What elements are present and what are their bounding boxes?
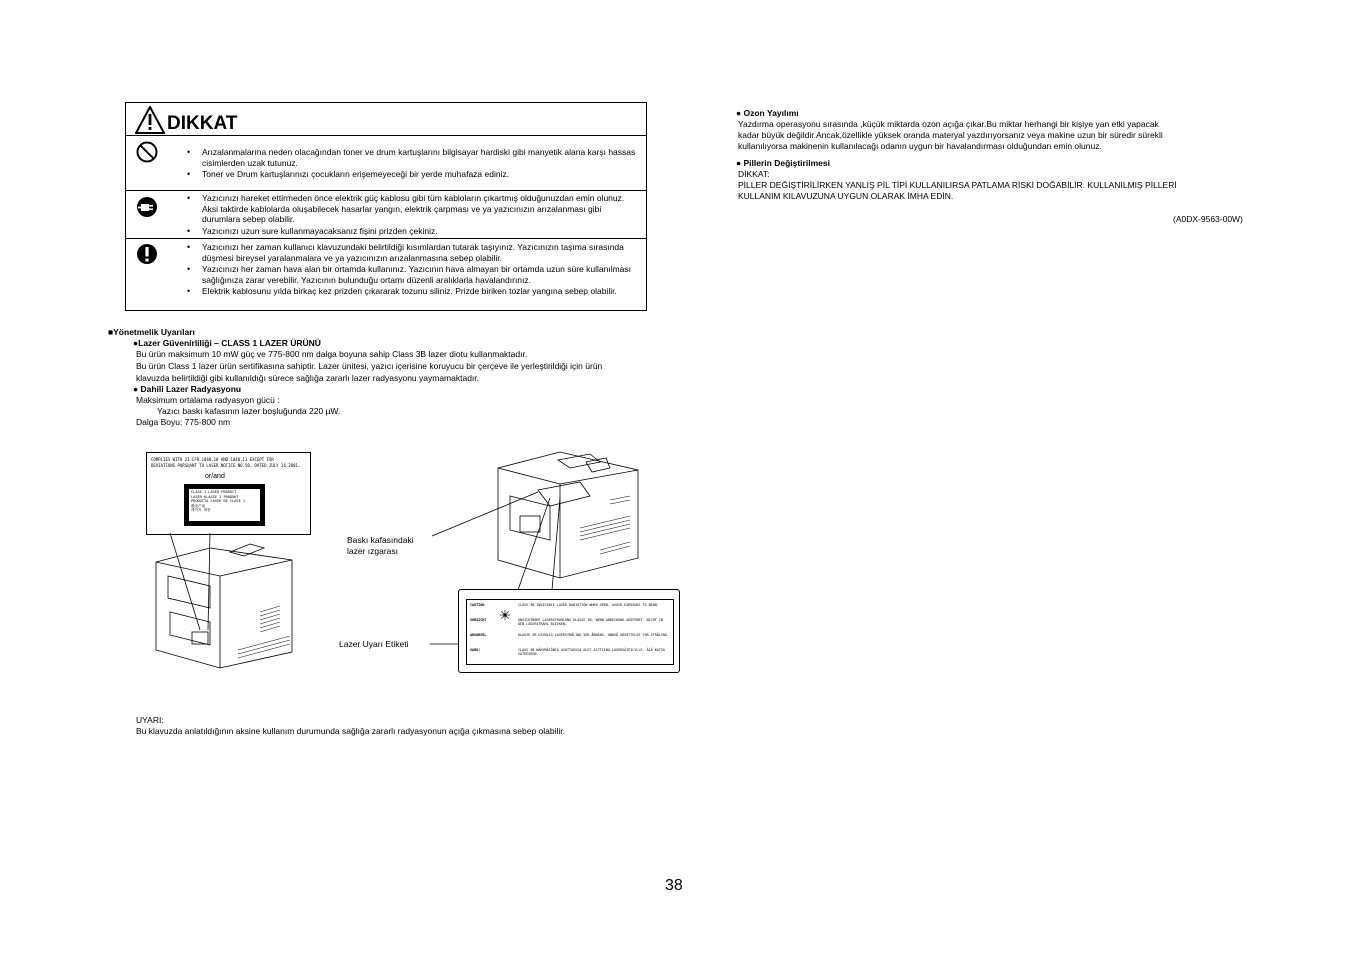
dikkat-row-2 xyxy=(126,191,646,239)
dikkat-row-1-list xyxy=(187,147,640,181)
warning-row xyxy=(470,648,670,662)
printer-rear-view-left xyxy=(156,544,292,668)
pil-line-2: PİLLER DEĞİŞTİRİLİRKEN YANLIŞ PİL TİPİ KULLANILIRSA PATLAMA RİSKİ DOĞABİLİR. KULLANILMIŞ PİLLERİ xyxy=(738,180,1177,190)
warning-row-text: CLASS 3B INVISIBLE LASER RADIATION WHEN OPEN. AVOID EXPOSURE TO BEAM. xyxy=(518,603,659,607)
laser-starburst-icon xyxy=(500,610,510,620)
uyari-title: UYARI: xyxy=(136,715,164,725)
laser-safety-heading: ●Lazer Güvenirliliği – CLASS 1 LAZER ÜRÜNÜ xyxy=(133,338,321,348)
dikkat-warning-box xyxy=(125,102,647,311)
laser-paragraph-1: Bu ürün maksimum 10 mW güç ve 775-800 nm dalga boyuna sahip Class 3B lazer diotu kullanmaktadır. xyxy=(136,349,528,359)
dikkat-row-3 xyxy=(126,239,646,313)
warning-triangle-icon xyxy=(135,106,165,134)
label-head-line-2: lazer ızgarası xyxy=(347,546,399,556)
warning-row-key: CAUTION xyxy=(470,603,485,607)
printer-rear-view-right xyxy=(498,452,638,578)
ozon-line-2: kadar büyük değildir.Ancak,özellikle yüksek oranda materyal yazdırıyorsanız veya makine uzun bir süredir sürekli xyxy=(738,130,1163,140)
dikkat-row-2-list xyxy=(187,193,640,237)
laser-paragraph-3: klavuzda belirtildiği gibi kullanıldığı sürece sağlığa zararlı lazer radyasyonu yaymamaktadır. xyxy=(136,373,480,383)
dikkat-title: DIKKAT xyxy=(167,113,238,134)
dikkat-row-1 xyxy=(126,136,646,191)
internal-laser-line-2: Yazıcı baskı kafasının lazer boşluğunda 220 µW. xyxy=(157,406,341,416)
pil-line-1: DİKKAT: xyxy=(738,169,770,179)
regs-heading: ■Yönetmelik Uyarıları xyxy=(108,327,195,337)
exclamation-icon xyxy=(136,243,158,265)
label-head-line-1: Baskı kafasındaki xyxy=(347,535,414,545)
warning-row-text: UNSICHTBARE LASERSTRAHLUNG KLASSE 3B, WENN ABDECKUNG GEÖFFNET. NICHT IN DEN LASERSTRAHL BLICKEN. xyxy=(518,618,663,627)
warning-row-key: VARO! xyxy=(470,648,481,652)
compliance-line-2: DEVIATIONS PURSUANT TO LASER NOTICE NO.50, DATED JULY 26,2001. xyxy=(151,462,301,468)
internal-laser-line-1: Maksimum ortalama radyasyon gücü : xyxy=(136,395,280,405)
internal-laser-heading: ● Dahili Lazer Radyasyonu xyxy=(133,384,242,394)
no-symbol-icon xyxy=(136,141,158,163)
or-and-text: or/and xyxy=(205,473,225,480)
list-item: • Elektrik kablosunu yılda birkaç kez prizden çıkararak tozunu siliniz. Prizde biriken tozlar yangına sebep olabilir. xyxy=(187,286,640,297)
laser-warning-label xyxy=(458,589,680,673)
unplug-icon xyxy=(136,196,158,218)
page-number: 38 xyxy=(665,877,683,894)
label-warning-caption: Lazer Uyarı Etiketi xyxy=(339,639,409,649)
warning-row-text: CLASS 3B NÄKYMÄTÖNTÄ AVATTAESSA OLET ALTTIINA LASERSÄTEILYLLE. ÄLÄ KATSO SÄTEESEEN. xyxy=(518,648,665,657)
warning-row xyxy=(470,618,670,632)
ozon-line-1: Yazdırma operasyonu sırasında ,küçük miktarda ozon açığa çıkar.Bu miktar herhangi bir kişiye yan etki yapacak xyxy=(738,119,1159,129)
warning-row-key: ADVARSEL xyxy=(470,633,487,637)
dikkat-row-3-list xyxy=(187,242,640,298)
list-item: • Yazıcınızı her zaman kullanıcı klavuzundaki belirtildiği kısımlardan tutarak taşıyınız. Yazıcınızın taşıma sırasında düşmesi bireysel yaralanmalara ve ya yazıcınızın arızalanmasına sebep olabilir. xyxy=(187,242,640,263)
warning-row-key: VORSICHT xyxy=(470,618,487,622)
uyari-text: Bu klavuzda anlatıldığının aksine kullanım durumunda sağlığa zararlı radyasyonun açığa çıkmasına sebep olabilir. xyxy=(136,726,566,736)
ozon-heading: ● Ozon Yayılımı xyxy=(736,108,799,118)
list-item: • Yazıcınızı uzun sure kullanmayacaksanız fişini prizden çekiniz. xyxy=(187,226,640,237)
laser-paragraph-2: Bu ürün Class 1 lazer ürün sertifikasına sahiptir. Lazer ünitesi, yazıcı içerisine koruyucu bir çerçeve ile yerleştirildiği için ürün xyxy=(136,361,603,371)
class1-text: CLASS 1 LASER PRODUCT LASER KLASSE 1 PRODUKT PRODUCTO LASER DE CLASE 1 激光产品 레이저 제품 xyxy=(191,490,246,513)
compliance-line-1: COMPLIES WITH 21 CFR 1040.10 AND 1040.11 EXCEPT FOR xyxy=(151,457,274,462)
pil-heading: ● Pillerin Değiştirilmesi xyxy=(736,158,830,168)
laser-warning-label-inner xyxy=(466,599,674,665)
dikkat-header xyxy=(126,103,646,136)
document-code: (A0DX-9563-00W) xyxy=(1173,214,1243,224)
warning-row xyxy=(470,633,670,647)
list-item: • Yazıcınızı her zaman hava alan bir ortamda kullanınız. Yazıcının hava almayan bir ortamda uzun süre kullanılması sağlığınıza zarar verebilir. Yazıcının bulunduğu ortamı düzenli aralıklarla havalandırınız. xyxy=(187,264,640,285)
list-item: • Yazıcınızı hareket ettirmeden önce elektrik güç kablosu gibi tüm kabloların çıkartmış olduğunuzdan emin olunuz. Aksi taktirde kablolarda oluşabilecek hasarlar yangın, elektrik çarpması ve ya yazıcınızın arızalanması gibi durumlara sebep olabilir. xyxy=(187,193,640,225)
internal-laser-line-3: Dalga Boyu: 775-800 nm xyxy=(136,417,231,427)
ozon-line-3: kullanılıyorsa makinenin kullanılacağı odanın uygun bir havalandırması olduğundan emin olunuz. xyxy=(738,141,1102,151)
pil-line-3: KULLANIM KILAVUZUNA UYGUN OLARAK İMHA EDİN. xyxy=(738,191,954,201)
list-item: • Arızalanmalarına neden olacağından toner ve drum kartuşlarını bilgisayar hardiski gibi manyetik alana karşı hassas cisimlerden uzak tutunuz. xyxy=(187,147,640,168)
warning-row-text: KLASSE 3B USYNLIG LASERSTRÅLING VED ÅBNING. UNDGÅ UDSÆTTELSE FOR STRÅLING. xyxy=(518,633,670,637)
list-item: • Toner ve Drum kartuşlarınızı çocukların erişemeyeceği bir yerde muhafaza ediniz. xyxy=(187,169,640,180)
